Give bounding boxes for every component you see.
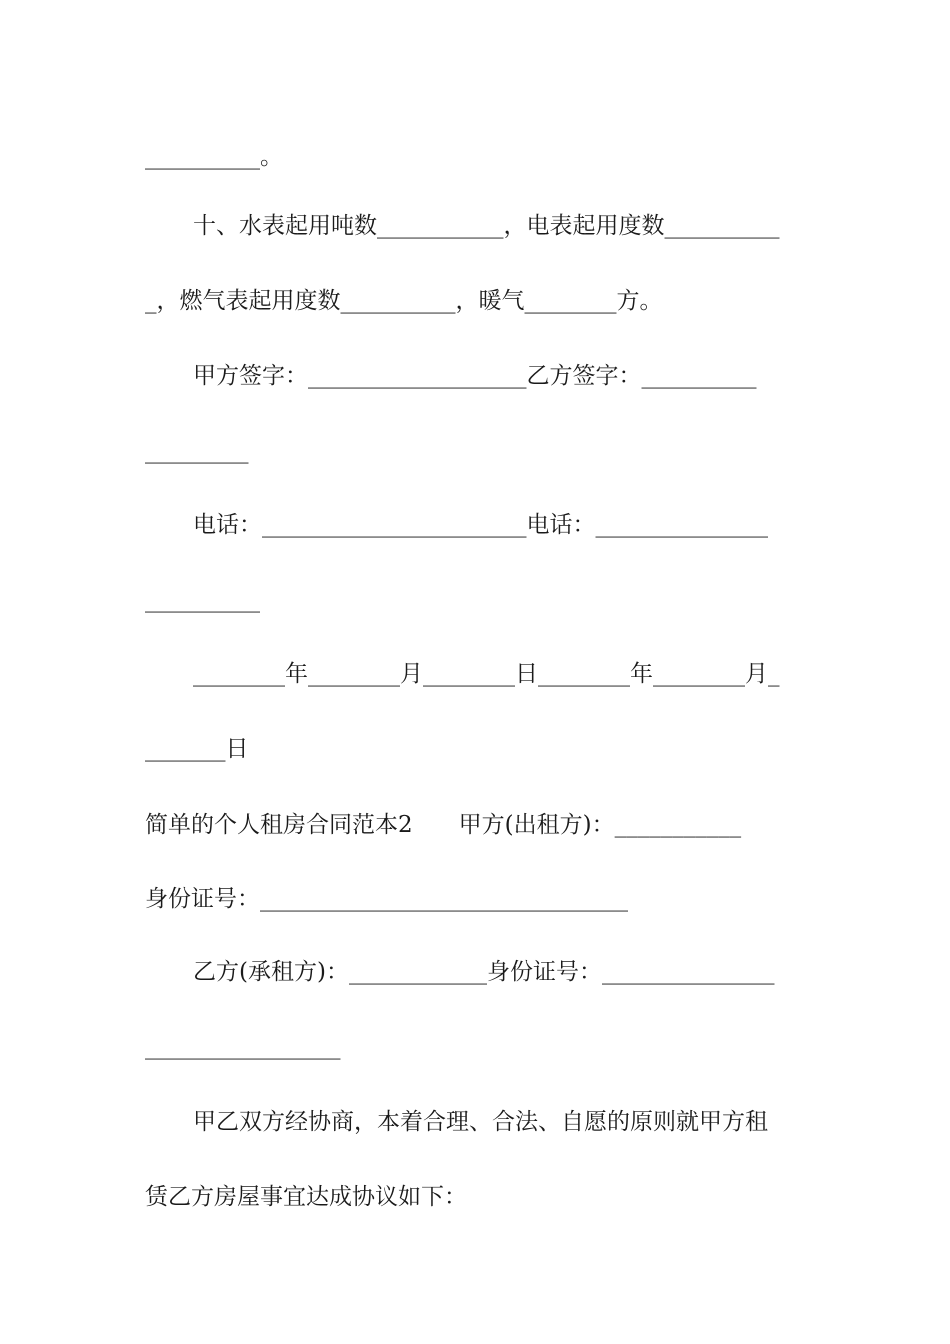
agreement-intro-continued: 赁乙方房屋事宜达成协议如下：	[145, 1184, 467, 1210]
signature-line: 甲方签字：___________________乙方签字：__________	[193, 363, 757, 389]
party-b-line: 乙方(承租方)：____________身份证号：_______________	[193, 959, 775, 985]
party-b-line-continued: _________________	[145, 1034, 341, 1060]
phone-line-continued: __________	[145, 587, 260, 613]
contract-title-party-a: 简单的个人租房合同范本2 甲方(出租方)：___________	[145, 812, 742, 838]
clause-ten-meter-readings: 十、水表起用吨数___________，电表起用度数__________	[193, 213, 780, 239]
agreement-intro: 甲乙双方经协商，本着合理、合法、自愿的原则就甲方租	[193, 1109, 768, 1135]
signature-line-continued: _________	[145, 438, 249, 464]
date-line-continued: _______日	[145, 736, 249, 762]
clause-ten-gas-heating: _，燃气表起用度数__________，暖气________方。	[145, 288, 663, 314]
party-a-id-number: 身份证号：________________________________	[145, 886, 628, 912]
phone-line: 电话：_______________________电话：_______________	[193, 512, 768, 538]
date-line: ________年________月________日________年________月_	[193, 661, 780, 687]
text-line-blank-end: __________。	[145, 144, 283, 170]
